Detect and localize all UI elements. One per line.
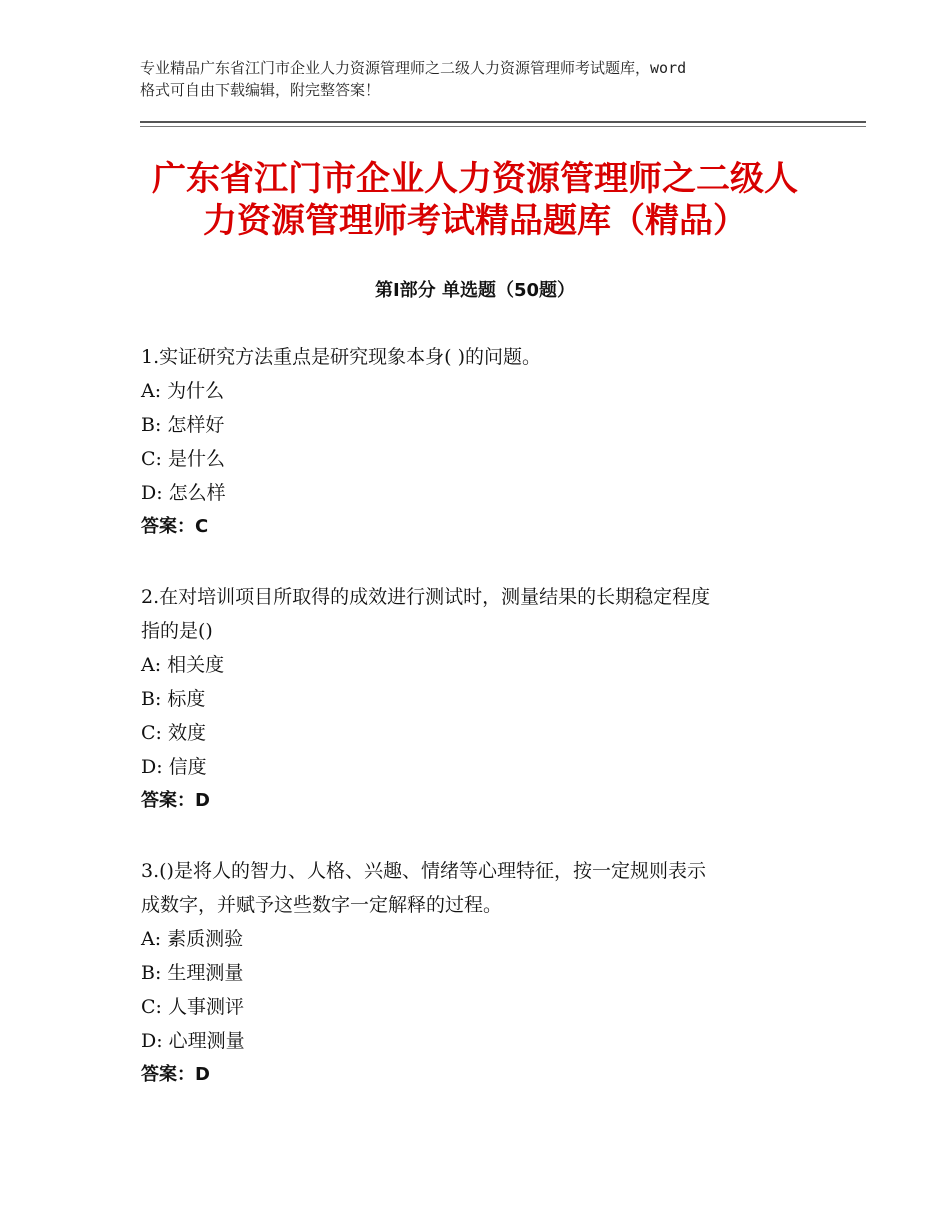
option-a: A: 为什么	[141, 380, 225, 402]
question-3	[141, 854, 821, 1092]
question-stem-line: 3.()是将人的智力、人格、兴趣、情绪等心理特征，按一定规则表示	[141, 860, 706, 882]
answer-label: 答案：D	[141, 790, 210, 811]
option-c: C: 是什么	[141, 448, 225, 470]
question-1	[141, 340, 821, 544]
document-title	[120, 158, 830, 242]
document-title-line-1: 广东省江门市企业人力资源管理师之二级人	[152, 159, 798, 199]
question-stem-line: 1.实证研究方法重点是研究现象本身( )的问题。	[141, 346, 541, 368]
option-d: D: 怎么样	[141, 482, 226, 504]
question-stem-line: 指的是()	[141, 620, 213, 642]
option-c: C: 人事测评	[141, 996, 244, 1018]
header-divider-thick	[140, 121, 866, 123]
document-title-line-2: 力资源管理师考试精品题库（精品）	[203, 201, 747, 241]
option-d: D: 信度	[141, 756, 207, 778]
option-b: B: 生理测量	[141, 962, 244, 984]
option-b: B: 怎样好	[141, 414, 225, 436]
option-a: A: 相关度	[141, 654, 225, 676]
option-a: A: 素质测验	[141, 928, 244, 950]
question-stem-line: 2.在对培训项目所取得的成效进行测试时，测量结果的长期稳定程度	[141, 586, 711, 608]
header-note-line-1: 专业精品广东省江门市企业人力资源管理师之二级人力资源管理师考试题库，word	[140, 59, 687, 77]
section-heading: 第Ⅰ部分 单选题（50题）	[374, 280, 575, 301]
option-c: C: 效度	[141, 722, 206, 744]
header-divider-thin	[140, 126, 866, 127]
option-b: B: 标度	[141, 688, 206, 710]
answer-label: 答案：D	[141, 1064, 210, 1085]
header-note-line-2: 格式可自由下载编辑，附完整答案！	[140, 81, 381, 99]
option-d: D: 心理测量	[141, 1030, 245, 1052]
question-stem-line: 成数字，并赋予这些数字一定解释的过程。	[141, 894, 503, 916]
question-2	[141, 580, 821, 818]
answer-label: 答案：C	[141, 516, 209, 537]
header-note	[140, 57, 830, 101]
